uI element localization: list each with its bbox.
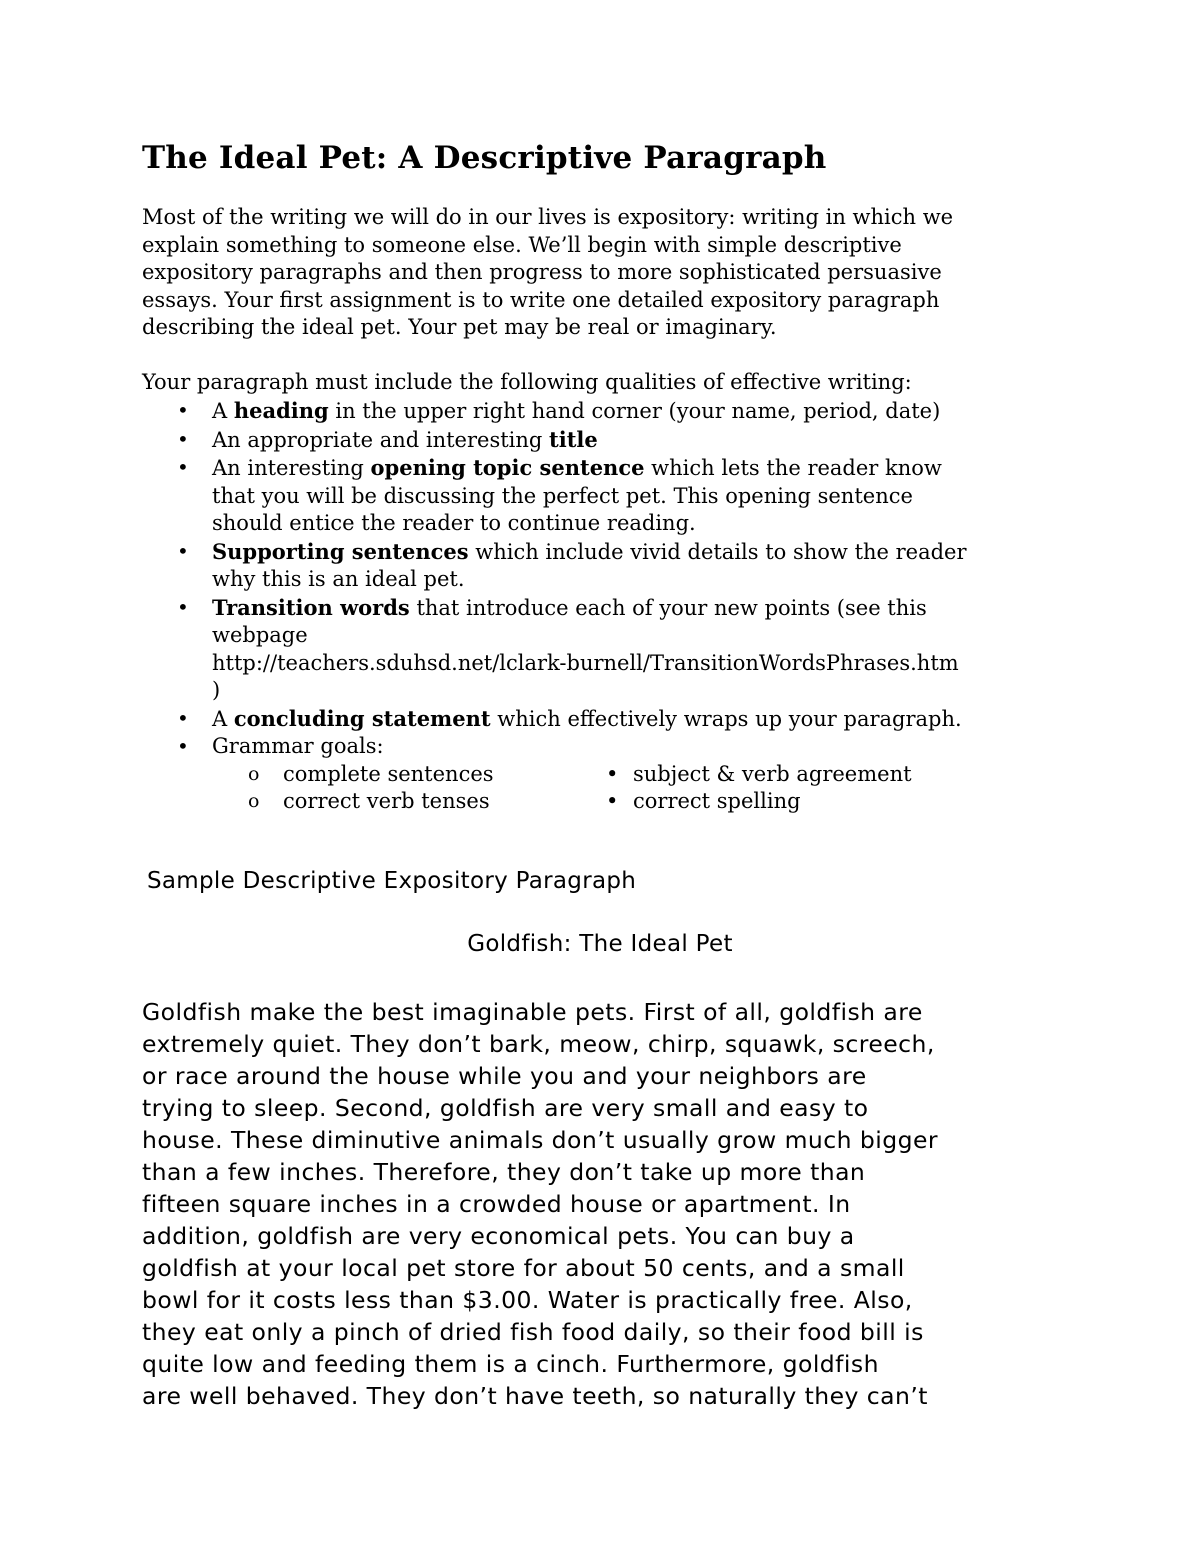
bullet-icon: •	[177, 455, 189, 479]
bullet-icon: •	[177, 594, 189, 619]
bullet-icon: •	[177, 538, 189, 563]
list-item	[0, 705, 1200, 734]
bullet-icon: •	[177, 705, 189, 730]
sample-line: goldfish at your local pet store for about 50 cents, and a small	[142, 1254, 905, 1282]
item-text: webpage	[212, 623, 308, 647]
sample-line: house. These diminutive animals don’t usually grow much bigger	[142, 1126, 938, 1154]
item-text: that you will be discussing the perfect pet. This opening sentence	[212, 483, 913, 508]
sample-line: extremely quiet. They don’t bark, meow, chirp, squawk, screech,	[142, 1030, 935, 1058]
list-item	[0, 426, 1200, 455]
sample-line: trying to sleep. Second, goldfish are very small and easy to	[142, 1094, 869, 1122]
circle-bullet-icon: o	[248, 790, 260, 812]
item-keyword: concluding statement	[233, 705, 491, 731]
grammar-goal: complete sentences	[283, 761, 494, 786]
list-item	[0, 594, 1200, 705]
sample-heading: Sample Descriptive Expository Paragraph	[147, 868, 637, 894]
sample-line: bowl for it costs less than $3.00. Water is practically free. Also,	[142, 1286, 913, 1314]
sample-line: they eat only a pinch of dried fish food daily, so their food bill is	[142, 1318, 924, 1346]
grammar-goals	[0, 761, 1200, 816]
bullet-icon: •	[177, 426, 189, 451]
sample-line: or race around the house while you and your neighbors are	[142, 1062, 867, 1090]
item-text: which lets the reader know	[644, 456, 942, 480]
item-text: Grammar goals:	[212, 734, 384, 758]
item-keyword: Supporting sentences	[212, 538, 469, 564]
sample-line: addition, goldfish are very economical pets. You can buy a	[142, 1222, 855, 1250]
sample-line: quite low and feeding them is a cinch. Furthermore, goldfish	[142, 1350, 879, 1378]
item-keyword: title	[549, 426, 598, 452]
item-text: that introduce each of your new points (see this	[409, 595, 927, 620]
item-text: An interesting	[212, 456, 371, 480]
intro-line: explain something to someone else. We’ll begin with simple descriptive	[142, 232, 902, 257]
item-text: )	[212, 678, 221, 702]
requirements-list	[0, 397, 1200, 816]
intro-line: Most of the writing we will do in our lives is expository: writing in which we	[142, 205, 954, 229]
sample-line: are well behaved. They don’t have teeth, so naturally they can’t	[142, 1382, 928, 1410]
document-title: The Ideal Pet: A Descriptive Paragraph	[142, 140, 827, 176]
item-text: A	[212, 706, 234, 731]
sample-line: Goldfish make the best imaginable pets. First of all, goldfish are	[142, 998, 923, 1026]
grammar-goal: subject & verb agreement	[633, 761, 912, 786]
intro-paragraph	[142, 204, 1072, 342]
bullet-icon: •	[177, 734, 189, 758]
sample-paragraph	[142, 996, 1102, 1412]
item-text: A	[212, 399, 234, 423]
item-text: why this is an ideal pet.	[212, 567, 465, 591]
item-text: which effectively wraps up your paragraph.	[490, 706, 962, 731]
sample-title-text: Goldfish: The Ideal Pet	[467, 931, 733, 957]
list-item	[0, 538, 1200, 594]
item-text: in the upper right hand corner (your name, period, date)	[328, 399, 941, 423]
bullet-icon: •	[177, 398, 189, 422]
list-item	[0, 454, 1200, 538]
grammar-goal: correct spelling	[633, 789, 801, 813]
list-item	[0, 397, 1200, 426]
sample-line: than a few inches. Therefore, they don’t take up more than	[142, 1158, 866, 1186]
item-text: An appropriate and interesting	[212, 427, 550, 452]
item-text: should entice the reader to continue reading.	[212, 511, 696, 535]
list-item	[0, 733, 1200, 761]
bullet-icon: •	[606, 789, 619, 813]
item-text: which include vivid details to show the reader	[468, 539, 967, 564]
circle-bullet-icon: o	[248, 762, 260, 785]
sample-title	[0, 931, 1200, 957]
item-keyword: opening topic sentence	[370, 455, 645, 480]
transition-words-link[interactable]: http://teachers.sduhsd.net/lclark-burnell/TransitionWordsPhrases.htm	[212, 650, 959, 675]
sample-line: fifteen square inches in a crowded house or apartment. In	[142, 1190, 851, 1218]
grammar-goal: correct verb tenses	[283, 789, 490, 813]
intro-line: describing the ideal pet. Your pet may be real or imaginary.	[142, 315, 777, 339]
intro-line: expository paragraphs and then progress to more sophisticated persuasive	[142, 260, 942, 284]
requirements-lead: Your paragraph must include the following qualities of effective writing:	[142, 370, 912, 394]
bullet-icon: •	[606, 761, 619, 786]
item-keyword: Transition words	[212, 594, 410, 620]
item-keyword: heading	[233, 398, 329, 423]
intro-line: essays. Your first assignment is to write one detailed expository paragraph	[142, 287, 940, 312]
